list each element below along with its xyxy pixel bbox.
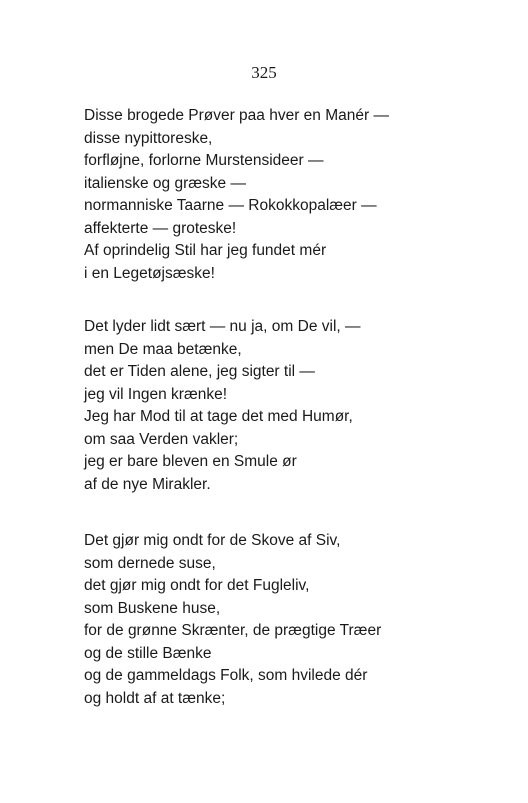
poem-line: i en Legetøjsæske!: [84, 264, 215, 282]
poem-line: af de nye Mirakler.: [84, 475, 211, 493]
poem-line: Det lyder lidt sært — nu ja, om De vil, —: [84, 318, 361, 335]
poem-line: normanniske Taarne — Rokokkopalæer —: [84, 197, 377, 214]
poem-line: jeg er bare bleven en Smule ør: [84, 453, 297, 470]
poem-line: forfløjne, forlorne Murstensideer —: [84, 152, 324, 169]
poem-line: affekterte — groteske!: [84, 219, 237, 237]
poem-line: og de stille Bænke: [84, 644, 212, 662]
poem-line: som dernede suse,: [84, 554, 216, 572]
poem-line: men De maa betænke,: [84, 340, 242, 358]
poem-line: Det gjør mig ondt for de Skove af Siv,: [84, 532, 341, 549]
page-number: 325: [251, 63, 277, 82]
poem-line: Af oprindelig Stil har jeg fundet mér: [84, 242, 327, 259]
poem-line: Jeg har Mod til at tage det med Humør,: [84, 408, 353, 425]
poem-line: jeg vil Ingen krænke!: [84, 385, 228, 403]
poem-line: italienske og græske —: [84, 174, 246, 192]
stanza-3: [84, 530, 504, 710]
stanza-2: [84, 316, 504, 496]
poem-line: som Buskene huse,: [84, 599, 221, 617]
poem-line: og holdt af at tænke;: [84, 689, 226, 707]
poem-line: disse nypittoreske,: [84, 129, 213, 147]
poem-line: om saa Verden vakler;: [84, 430, 239, 448]
poem-line: for de grønne Skrænter, de prægtige Træer: [84, 622, 382, 639]
poem-line: det er Tiden alene, jeg sigter til —: [84, 363, 315, 380]
poem-line: det gjør mig ondt for det Fugleliv,: [84, 577, 310, 594]
poem-line: Disse brogede Prøver paa hver en Manér —: [84, 107, 389, 124]
stanza-1: [84, 105, 504, 285]
poem-line: og de gammeldags Folk, som hvilede dér: [84, 667, 368, 684]
